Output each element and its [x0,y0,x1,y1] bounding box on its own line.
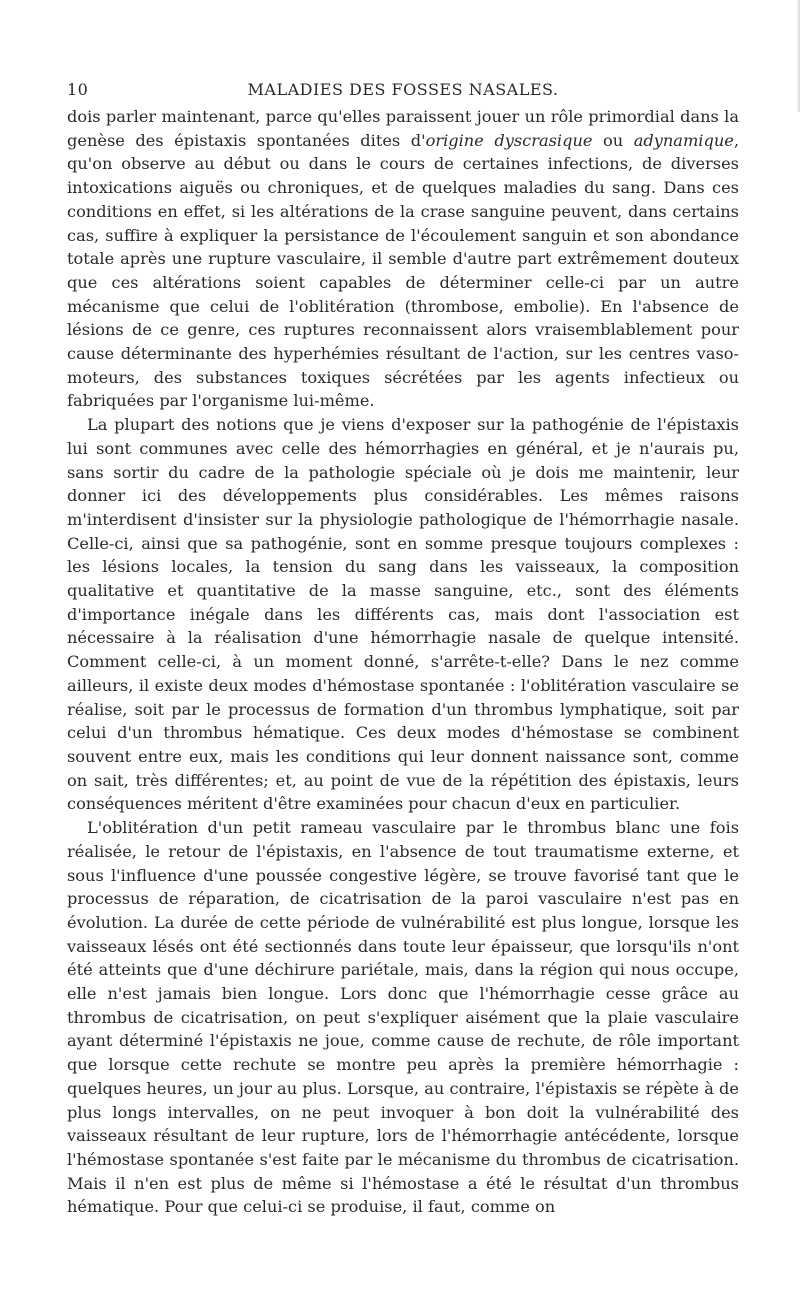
running-header [67,80,739,102]
paragraph-1-text-c: , qu'on observe au début ou dans le cours de certaines infections, de diverses intoxications aiguës ou chroniques, et de quelques maladies du sang. Dans ces conditions en effet, si les altérations de la crase sanguine peuvent, dans certains cas, suffire à expliquer la persistance de l'écoulement sanguin et son abondance totale après une rupture vasculaire, il semble d'autre part extrêmement douteux que ces altérations soient capables de déterminer celle-ci par un autre mécanisme que celui de l'oblitération (thrombose, embolie). En l'absence de lésions de ce genre, ces ruptures reconnaissent alors vraisemblablement pour cause déterminante des hyperhémies résultant de l'action, sur les centres vaso-moteurs, des substances toxiques sécrétées par les agents infectieux ou fabriquées par l'organisme lui-même. [67,130,740,411]
term-origine-dyscrasique: origine dyscrasique [425,130,593,150]
paragraph-1-text-b: ou [592,130,634,150]
paragraph-1 [67,105,739,413]
term-adynamique: adynamique [633,130,734,150]
paragraph-1-text-a: dois parler maintenant, parce qu'elles paraissent jouer un rôle primordial dans la genèse des épistaxis spontanées dites d' [67,107,739,150]
paragraph-2: La plupart des notions que je viens d'exposer sur la pathogénie de l'épistaxis lui sont communes avec celle des hémorrhagies en général, et je n'aurais pu, sans sortir du cadre de la pathologie spéciale où je dois me maintenir, leur donner ici des développements plus considérables. Les mêmes raisons m'interdisent d'insister sur la physiologie pathologique de l'hémorrhagie nasale. Celle-ci, ainsi que sa pathogénie, sont en somme presque toujours complexes : les lésions locales, la tension du sang dans les vaisseaux, la composition qualitative et quantitative de la masse sanguine, etc., sont des éléments d'importance inégale dans les différents cas, mais dont l'association est nécessaire à la réalisation d'une hémorrhagie nasale de quelque intensité. Comment celle-ci, à un moment donné, s'arrête-t-elle? Dans le nez comme ailleurs, il existe deux modes d'hémostase spontanée : l'oblitération vasculaire se réalise, soit par le processus de formation d'un thrombus lymphatique, soit par celui d'un thrombus hématique. Ces deux modes d'hémostase se combinent souvent entre eux, mais les conditions qui leur donnent naissance sont, comme on sait, très différentes; et, au point de vue de la répétition des épistaxis, leurs conséquences méritent d'être examinées pour chacun d'eux en particulier. [67,415,739,814]
page-edge-shadow [796,0,800,112]
body-text [67,105,739,1219]
paragraph-3: L'oblitération d'un petit rameau vasculaire par le thrombus blanc une fois réalisée, le retour de l'épistaxis, en l'absence de tout traumatisme externe, et sous l'influence d'une poussée congestive légère, se trouve favorisé tant que le processus de réparation, de cicatrisation de la paroi vasculaire n'est pas en évolution. La durée de cette période de vulnérabilité est plus longue, lorsque les vaisseaux lésés ont été sectionnés dans toute leur épaisseur, que lorsqu'ils n'ont été atteints que d'une déchirure pariétale, mais, dans la région qui nous occupe, elle n'est jamais bien longue. Lors donc que l'hémorrhagie cesse grâce au thrombus de cicatrisation, on peut s'expliquer aisément que la plaie vasculaire ayant déterminé l'épistaxis ne joue, comme cause de rechute, de rôle important que lorsque cette rechute se montre peu après la première hémorrhagie : quelques heures, un jour au plus. Lorsque, au contraire, l'épistaxis se répète à de plus longs intervalles, on ne peut invoquer à bon doit la vulnérabilité des vaisseaux résultant de leur rupture, lors de l'hémorrhagie antécédente, lorsque l'hémostase spontanée s'est faite par le mécanisme du thrombus de cicatrisation. Mais il n'en est plus de même si l'hémostase a été le résultat d'un thrombus hématique. Pour que celui-ci se produise, il faut, comme on [67,818,739,1217]
running-title: MALADIES DES FOSSES NASALES. [247,80,559,99]
page-number: 10 [67,80,89,99]
